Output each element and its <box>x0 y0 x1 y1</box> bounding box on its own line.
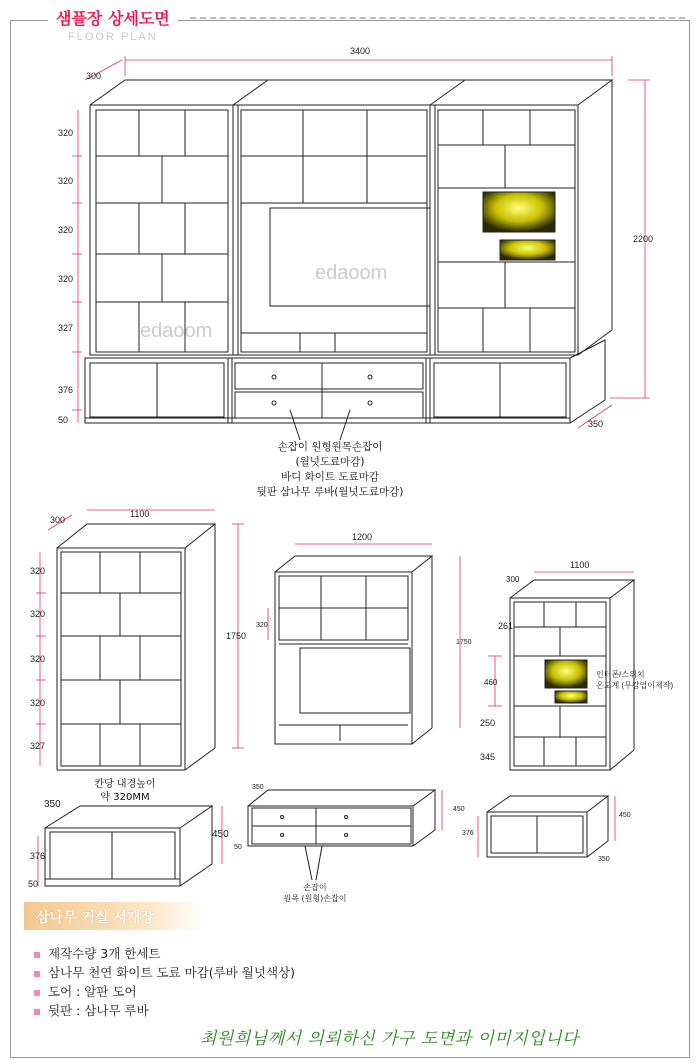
product-spec-list <box>34 944 295 1020</box>
dim-bl-depth: 350 <box>44 799 61 810</box>
spec-item: 도어 : 알판 도어 <box>34 982 295 1001</box>
dim-right-460: 460 <box>484 678 498 687</box>
bottom-right-dimensions <box>478 796 615 857</box>
bullet-icon <box>34 1009 40 1015</box>
recessed-light-panel <box>483 192 555 232</box>
dim-bc-plinth: 50 <box>234 844 242 851</box>
dim-right-345: 345 <box>480 752 496 762</box>
note-line: 손잡이 <box>303 883 327 892</box>
bottom-right-base <box>487 796 608 857</box>
dim-row: 320 <box>30 654 46 664</box>
bottom-center-note <box>265 882 365 904</box>
recessed-light-strip <box>500 240 555 260</box>
dim-right-250: 250 <box>480 718 496 728</box>
product-banner <box>24 902 204 930</box>
dim-left-height: 1750 <box>226 631 247 641</box>
dim-center-shelf: 320 <box>256 622 268 629</box>
dim-main-depth-top: 300 <box>86 71 102 81</box>
center-unit <box>275 556 432 744</box>
left-unit <box>57 524 215 770</box>
dim-br-base: 376 <box>462 830 474 837</box>
dim-row: 320 <box>30 566 46 576</box>
dim-row: 320 <box>30 698 46 708</box>
dim-row: 327 <box>58 323 74 333</box>
main-dimension-lines <box>72 56 650 428</box>
dim-row: 320 <box>58 128 74 138</box>
dim-bc-depth: 350 <box>252 784 264 791</box>
dim-row: 327 <box>30 741 46 751</box>
dim-bl-plinth: 50 <box>28 879 39 889</box>
bullet-icon <box>34 990 40 996</box>
bullet-icon <box>34 952 40 958</box>
dim-right-261: 261 <box>498 621 514 631</box>
bullet-icon <box>34 971 40 977</box>
dim-bc-height: 450 <box>453 806 465 813</box>
spec-item: 뒷판 : 삼나무 루바 <box>34 1001 295 1020</box>
page-subtitle: FLOOR PLAN <box>68 31 158 43</box>
dim-row: 320 <box>58 274 74 284</box>
bottom-left-base <box>45 806 212 886</box>
caption-line: 칸당 내경높이 <box>94 779 156 790</box>
dim-br-depth: 350 <box>598 856 610 863</box>
dim-bl-height: 450 <box>212 829 229 840</box>
watermark-center: edaoom <box>315 262 388 284</box>
dim-center-width: 1200 <box>352 532 373 542</box>
footer-caption: 최원희님께서 의뢰하신 가구 도면과 이미지입니다 <box>200 1029 579 1049</box>
note-line: (월넛도료마감) <box>295 456 365 468</box>
dim-left-depth: 300 <box>50 515 66 525</box>
note-line: 뒷판 삼나무 루바(월넛도료마감) <box>256 486 404 498</box>
right-light-strip <box>555 691 587 703</box>
dim-right-width: 1100 <box>570 560 590 570</box>
bottom-center-base <box>248 790 435 880</box>
dim-main-width: 3400 <box>350 46 371 56</box>
dim-main-height: 2200 <box>633 234 654 244</box>
dim-left-width: 1100 <box>130 509 150 519</box>
note-line: 바디 화이트 도료마감 <box>281 471 379 483</box>
dim-row: 50 <box>58 415 69 425</box>
note-line: 원목 (원형)손잡이 <box>283 894 347 903</box>
dim-row: 376 <box>58 385 74 395</box>
dim-right-depth: 300 <box>506 575 520 584</box>
caption-line: 약 320MM <box>100 792 150 803</box>
right-light-panel <box>545 660 587 688</box>
right-note-2: 온도계 (무감업이제작) <box>596 681 674 690</box>
dim-row: 320 <box>30 609 46 619</box>
product-name: 삼나무 거실 서재장 <box>36 910 154 926</box>
dim-br-height: 450 <box>619 812 631 819</box>
dim-row: 320 <box>58 225 74 235</box>
bottom-left-caption <box>75 778 175 804</box>
spec-item: 제작수량 3개 한세트 <box>34 944 295 963</box>
dim-main-depth-bottom: 350 <box>588 419 604 429</box>
main-notes <box>220 440 440 500</box>
right-note-1: 인터폰/스위치 <box>596 670 645 679</box>
dim-bl-base: 376 <box>30 851 46 861</box>
spec-item: 삼나무 천연 화이트 도료 마감(루바 월넛색상) <box>34 963 295 982</box>
watermark-left: edaoom <box>140 320 213 342</box>
note-line: 손잡이 원형원목손잡이 <box>277 441 383 453</box>
page-title: 샘플장 상세도면 <box>48 4 178 31</box>
dim-center-height: 1750 <box>456 639 472 646</box>
dim-row: 320 <box>58 176 74 186</box>
